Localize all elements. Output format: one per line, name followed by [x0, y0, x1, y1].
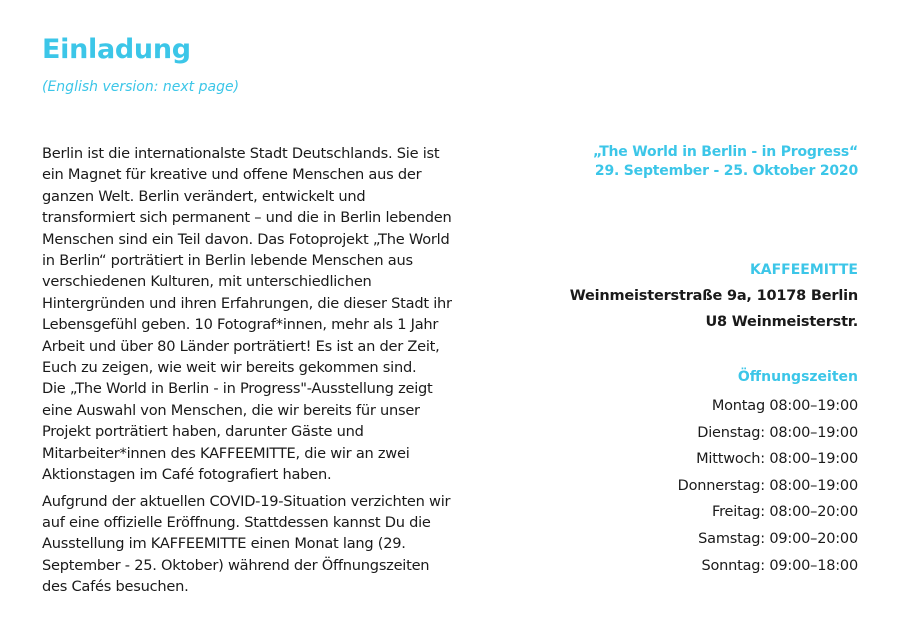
- venue-address: Weinmeisterstraße 9a, 10178 Berlin: [569, 288, 858, 304]
- paragraph-intro: Berlin ist die internationalste Stadt Deutschlands. Sie ist ein Magnet für kreative und offene Menschen aus der ganzen Welt. Berlin verändert, entwickelt und transformiert sich permanent – und die in Berlin lebenden Menschen sind ein Teil davon. Das Fotoprojekt „The World in Berlin“ porträtiert in Berlin lebende Menschen aus verschiedenen Kulturen, mit unterschiedlichen Hintergründen und ihren Erfahrungen, die dieser Stadt ihr Lebensgefühl geben. 10 Fotograf*innen, mehr als 1 Jahr Arbeit und über 80 Länder porträtiert! Es ist an der Zeit, Euch zu zeigen, wie weit wir bereits gekommen sind.: [42, 145, 452, 377]
- opening-hours-list: [678, 396, 858, 582]
- hours-friday: Freitag: 08:00–20:00: [712, 504, 858, 521]
- english-version-note: (English version: next page): [42, 79, 240, 95]
- hours-saturday: Samstag: 09:00–20:00: [698, 530, 858, 547]
- exhibition-info: [593, 143, 858, 181]
- opening-hours-title: Öffnungszeiten: [737, 369, 858, 385]
- exhibition-title: „The World in Berlin - in Progress“: [593, 144, 858, 160]
- page-title: Einladung: [42, 34, 191, 65]
- exhibition-dates: 29. September - 25. Oktober 2020: [594, 163, 858, 179]
- venue-transit: U8 Weinmeisterstr.: [705, 314, 858, 330]
- hours-thursday: Donnerstag: 08:00–19:00: [677, 477, 858, 494]
- hours-monday: Montag 08:00–19:00: [711, 398, 858, 414]
- invitation-text: [42, 143, 452, 598]
- hours-tuesday: Dienstag: 08:00–19:00: [697, 424, 858, 441]
- paragraph-exhibition: Die „The World in Berlin - in Progress"-Ausstellung zeigt eine Auswahl von Menschen, die wir bereits für unser Projekt porträtiert haben, darunter Gäste und Mitarbeiter*innen des KAFFEEMITTE, die wir an zwei Aktionstagen im Café fotografiert haben.: [42, 380, 433, 484]
- venue-name: KAFFEEMITTE: [749, 262, 858, 278]
- venue-block: [570, 262, 858, 330]
- hours-wednesday: Mittwoch: 08:00–19:00: [696, 451, 858, 468]
- hours-sunday: Sonntag: 09:00–18:00: [701, 557, 858, 574]
- paragraph-covid: Aufgrund der aktuellen COVID-19-Situation verzichten wir auf eine offizielle Eröffnung. Stattdessen kannst Du die Ausstellung im KAFFEEMITTE einen Monat lang (29. September - 25. Oktober) während der Öffnungszeiten des Cafés besuchen.: [42, 492, 451, 596]
